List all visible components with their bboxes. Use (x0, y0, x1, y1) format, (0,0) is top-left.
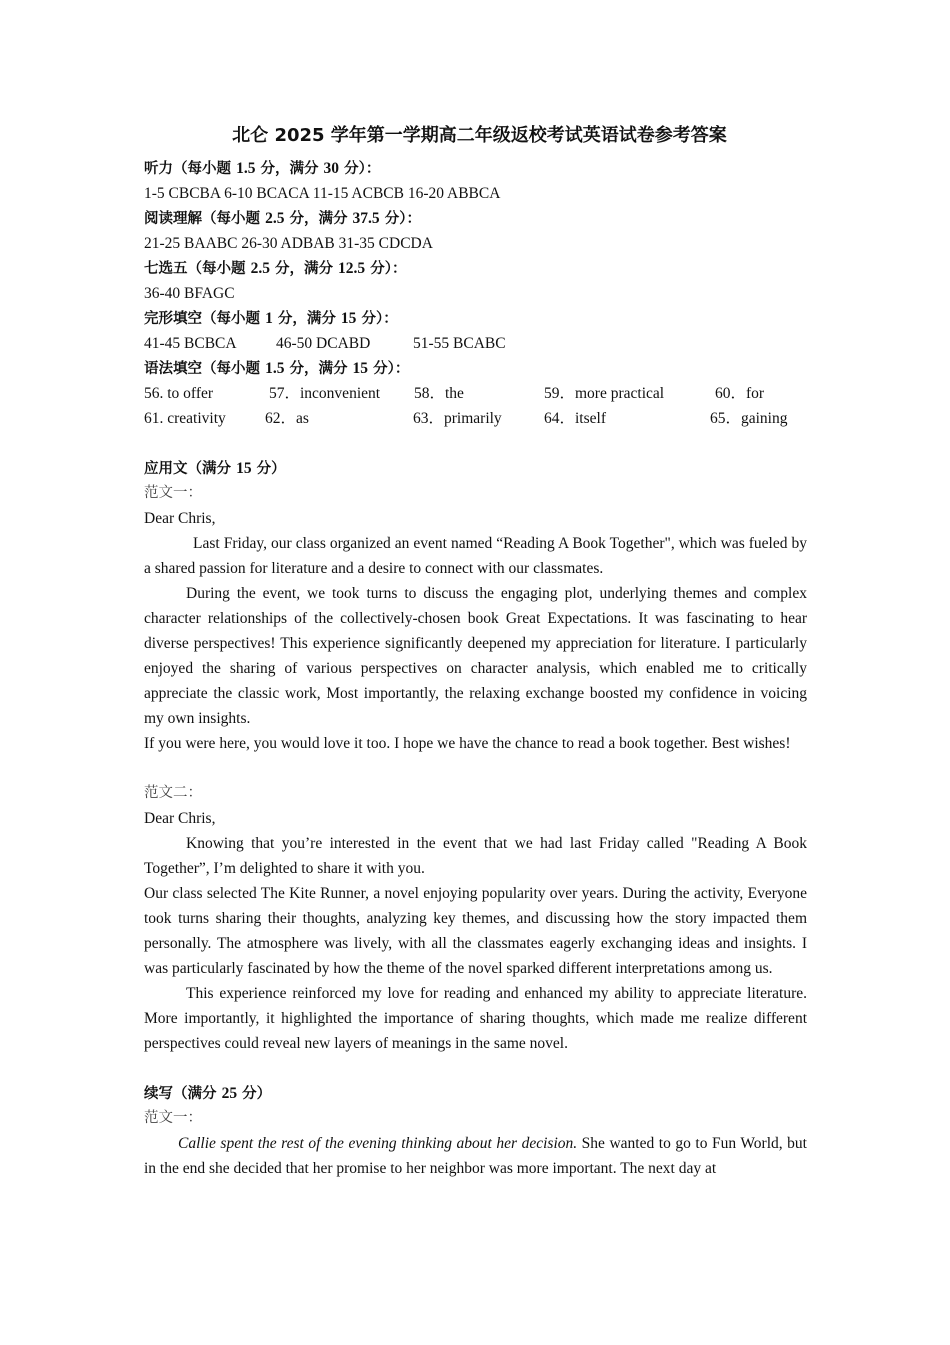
reading-answers: 21-25 BAABC 26-30 ADBAB 31-35 CDCDA (144, 235, 433, 252)
grammar-total-score: 15 (352, 360, 369, 377)
grammar-heading-post: 分）： (368, 361, 410, 377)
cloze-answers (144, 331, 807, 356)
cloze-heading (144, 306, 807, 331)
grammar-heading-pre: 语法填空（每小题 (144, 361, 266, 377)
applied-sample-1-greeting: Dear Chris, (144, 510, 216, 527)
continuation-body: She wanted to go to Fun World, but in the end she decided that her promise to her neighbor was more important. The next day at (144, 1135, 807, 1177)
continuation-sample-1-paragraph (144, 1131, 807, 1181)
applied-sample-1-paragraph: If you were here, you would love it too. I hope we have the chance to read a book together. Best wishes! (144, 735, 791, 752)
grammar-answer: 58．the (414, 385, 464, 402)
grammar-answers-row-1 (144, 381, 807, 406)
seven-answers: 36-40 BFAGC (144, 285, 235, 302)
listening-heading (144, 156, 807, 181)
seven-heading-mid: 分，满分 (269, 261, 339, 277)
reading-heading (144, 206, 807, 231)
cloze-heading-mid: 分，满分 (272, 311, 341, 327)
reading-heading-mid: 分，满分 (284, 211, 353, 227)
cloze-group: 51-55 BCABC (413, 335, 506, 352)
cloze-group: 46-50 DCABD (276, 335, 371, 352)
applied-total-score: 15 (236, 460, 252, 477)
cloze-per-score: 1 (265, 310, 273, 327)
applied-sample-2-label: 范文二： (144, 785, 202, 801)
grammar-answer: 64．itself (544, 410, 606, 427)
listening-heading-post: 分）： (339, 161, 381, 177)
seven-heading-post: 分）： (365, 261, 407, 277)
grammar-per-score: 1.5 (265, 360, 285, 377)
applied-sample-2-paragraph: This experience reinforced my love for reading and enhanced my ability to appreciate literature. More importantly, it highlighted the importance of sharing thoughts, which made me realize different perspectives could reveal new layers of meanings in the same novel. (144, 985, 807, 1052)
grammar-answer: 62．as (265, 410, 309, 427)
applied-sample-1-paragraph: Last Friday, our class organized an event named “Reading A Book Together", which was fueled by a shared passion for literature and a desire to connect with our classmates. (144, 535, 807, 577)
listening-heading-mid: 分，满分 (255, 161, 324, 177)
grammar-answers-row-2 (144, 406, 807, 431)
listening-total-score: 30 (323, 160, 340, 177)
listening-answers: 1-5 CBCBA 6-10 BCACA 11-15 ACBCB 16-20 ABBCA (144, 185, 501, 202)
continuation-sample-1-label: 范文一： (144, 1110, 202, 1126)
applied-heading-pre: 应用文（满分 (144, 461, 237, 477)
continuation-heading (144, 1081, 807, 1106)
grammar-answer: 63．primarily (413, 410, 502, 427)
cloze-heading-pre: 完形填空（每小题 (144, 311, 266, 327)
applied-heading-post: 分） (251, 461, 286, 477)
applied-heading (144, 456, 807, 481)
grammar-heading (144, 356, 807, 381)
reading-heading-post: 分）： (379, 211, 421, 227)
listening-heading-pre: 听力（每小题 (144, 161, 237, 177)
reading-total-score: 37.5 (352, 210, 380, 227)
grammar-answer: 60．for (715, 385, 765, 402)
applied-sample-2-greeting: Dear Chris, (144, 810, 216, 827)
seven-total-score: 12.5 (338, 260, 366, 277)
seven-heading (144, 256, 807, 281)
grammar-answer: 56. to offer (144, 385, 214, 402)
listening-per-score: 1.5 (236, 160, 256, 177)
continuation-heading-post: 分） (237, 1086, 272, 1102)
applied-sample-1-label: 范文一： (144, 485, 202, 501)
applied-sample-2-paragraph: Knowing that you’re interested in the event that we had last Friday called "Reading A Book Together”, I’m delighted to share it with you. (144, 835, 807, 877)
document-title: 北仑 2025 学年第一学期高二年级返校考试英语试卷参考答案 (232, 125, 727, 146)
cloze-total-score: 15 (340, 310, 357, 327)
grammar-answer: 65．gaining (710, 410, 788, 427)
cloze-group: 41-45 BCBCA (144, 335, 237, 352)
continuation-lead-sentence: Callie spent the rest of the evening thinking about her decision. (178, 1135, 578, 1152)
grammar-answer: 59．more practical (544, 385, 665, 402)
seven-per-score: 2.5 (250, 260, 270, 277)
continuation-total-score: 25 (221, 1085, 238, 1102)
grammar-answer: 57．inconvenient (269, 385, 381, 402)
cloze-heading-post: 分）： (356, 311, 398, 327)
applied-sample-2-paragraph: Our class selected The Kite Runner, a novel enjoying popularity over years. During the activity, Everyone took turns sharing their thoughts, analyzing key themes, and discussing how the story impacted them personally. The atmosphere was lively, with all the classmates eagerly exchanging ideas and insights. I was particularly fascinated by how the theme of the novel sparked different interpretations among us. (144, 885, 807, 977)
document-body (144, 124, 807, 1181)
seven-heading-pre: 七选五（每小题 (144, 261, 251, 277)
reading-per-score: 2.5 (265, 210, 285, 227)
reading-heading-pre: 阅读理解（每小题 (144, 211, 266, 227)
grammar-heading-mid: 分，满分 (284, 361, 353, 377)
applied-sample-1-paragraph: During the event, we took turns to discuss the engaging plot, underlying themes and complex character relationships of the collectively-chosen book Great Expectations. It was fascinating to hear diverse perspectives! This experience significantly deepened my appreciation for literature. I particularly enjoyed the sharing of various perspectives on character analysis, which enabled me to critically appreciate the classic work, Most importantly, the relaxing exchange boosted my confidence in voicing my own insights. (144, 585, 807, 727)
continuation-heading-pre: 续写（满分 (144, 1086, 222, 1102)
grammar-answer: 61. creativity (144, 410, 226, 427)
